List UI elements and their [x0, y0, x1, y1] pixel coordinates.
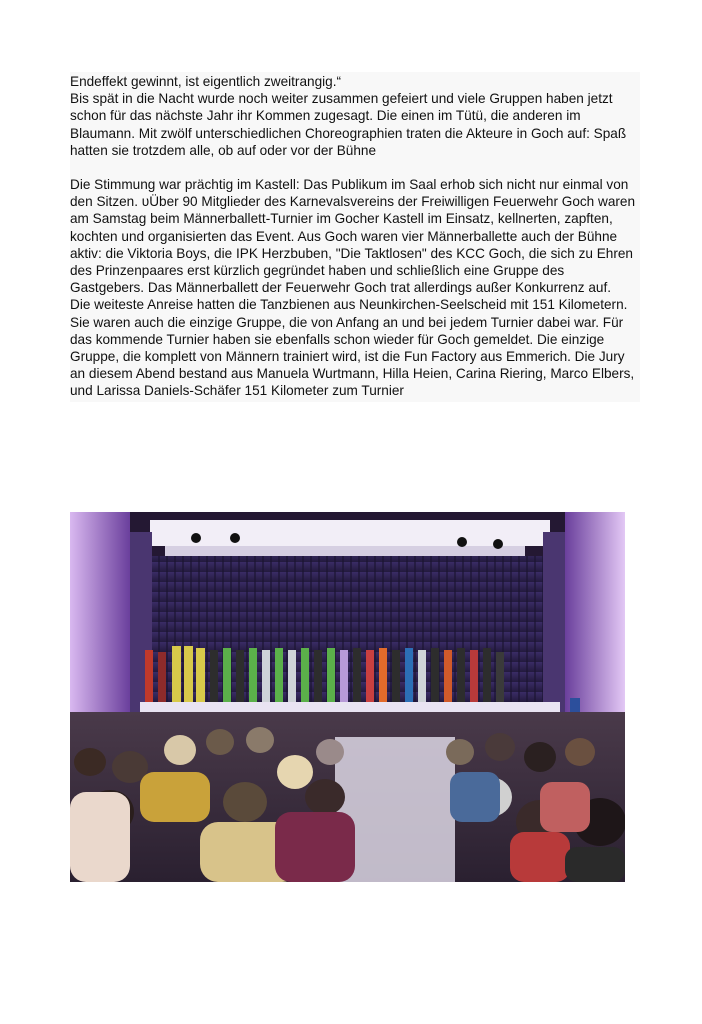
- event-photo: [70, 512, 625, 882]
- left-wall: [70, 512, 130, 742]
- article-paragraph-4: Die weiteste Anreise hatten die Tanzbienen aus Neunkirchen-Seelscheid mit 151 Kilometern. Sie waren auch die einzige Gruppe, die von Anfang an und bei jedem Turnier dabei war. Für das kommende Turnier haben sie ebenfalls schon wieder für Goch gemeldet. Die einzige Gruppe, die komplett von Männern trainiert wird, ist die Fun Factory aus Emmerich. Die Jury an diesem Abend bestand aus Manuela Wurtmann, Hilla Heien, Carina Riering, Marco Elbers, und Larissa Daniels-Schäfer 151 Kilometer zum Turnier: [70, 297, 635, 399]
- article-text: [70, 72, 640, 402]
- ceiling-truss: [165, 546, 525, 556]
- article-paragraph-1: Endeffekt gewinnt, ist eigentlich zweitrangig.“: [70, 74, 342, 89]
- article-paragraph-2: Bis spät in die Nacht wurde noch weiter zusammen gefeiert und viele Gruppen haben jetzt schon für das nächste Jahr ihr Kommen zugesagt. Die einen im Tütü, die anderen im Blaumann. Mit zwölf unterschiedlichen Choreographien traten die Akteure in Goch auf: Spaß hatten sie trotzdem alle, ob auf oder vor der Bühne: [70, 91, 627, 158]
- paragraph-spacer: [70, 159, 640, 176]
- event-photo-illustration: [70, 512, 625, 882]
- ceiling-panel: [150, 520, 550, 546]
- article-paragraph-3: Die Stimmung war prächtig im Kastell: Das Publikum im Saal erhob sich nicht nur einmal von den Sitzen. υÜber 90 Mitglieder des Karnevalsvereins der Freiwilligen Feuerwehr Goch waren am Samstag beim Männerballett-Turnier im Gocher Kastell im Einsatz, kellnerten, zapften, kochten und organisierten das Event. Aus Goch waren vier Männerballette auch der Bühne aktiv: die Viktoria Boys, die IPK Herzbuben, "Die Taktlosen" des KCC Goch, die sich zu Ehren des Prinzenpaares erst kürzlich gegründet haben und schließlich eine Gruppe des Gastgebers. Das Männerballett der Feuerwehr Goch trat allerdings außer Konkurrenz auf.: [70, 177, 636, 296]
